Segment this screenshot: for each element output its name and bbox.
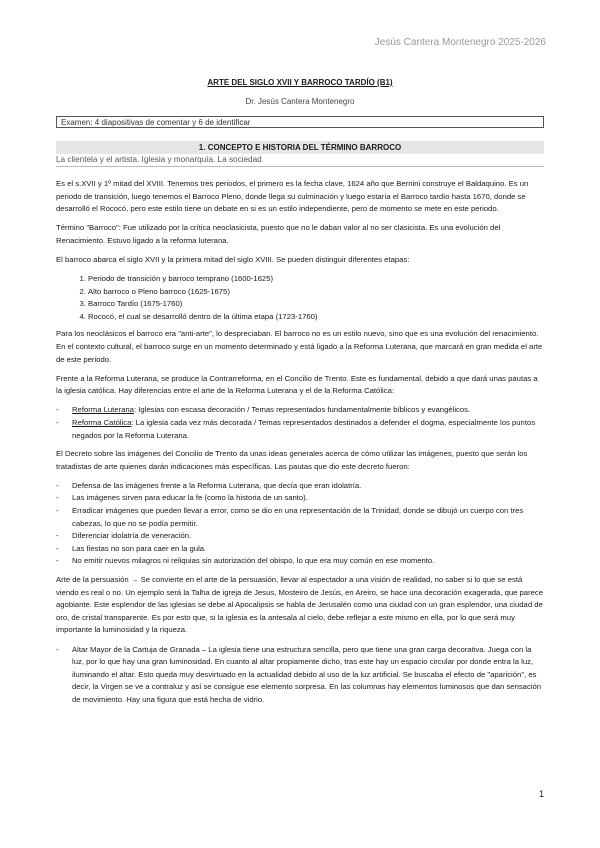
exam-note-box: Examen: 4 diapositivas de comentar y 6 de identificar bbox=[56, 116, 544, 128]
list-item bbox=[56, 404, 544, 417]
paragraph: Frente a la Reforma Luterana, se produce la Contrarreforma, en el Concilio de Trento. Este es fundamental, debido a que dará unas pautas a la iglesia católica. Hay diferencias entre el arte de la Reforma Luterana y el de la Reforma Católica: bbox=[56, 373, 538, 396]
pautas-list bbox=[56, 480, 544, 568]
paragraph: Arte de la persuasión → Se convierte en el arte de la persuasión, llevar al espectador a una visión de realidad, no saber si lo que se está viendo es real o no. Un ejemplo será la Talha de igreja de Jesus, Mosteiro de Jesús, en Areiro, se hace una decoración exagerada, que parece agobiante. Este esplendor de las iglesias se debe al Apocalipsis se habla de Jerusalén como una ciudad con un gran esplendor, una ciudad de oro, de cristal transparente. Es por esto que, si la iglesia es la antesala al cielo, debe reflejar a este mismo en ella, por lo que será muy importante la luminosidad y la riqueza. bbox=[56, 575, 544, 635]
list-item: - Defensa de las imágenes frente a la Reforma Luterana, que decía que eran idolatría. bbox=[56, 480, 544, 493]
page-header: Jesús Cantera Montenegro 2025-2026 bbox=[374, 37, 546, 48]
reformas-list bbox=[56, 404, 544, 442]
list-item: 2. Alto barroco o Pleno barroco (1625-1675) bbox=[88, 286, 544, 299]
document-body bbox=[56, 178, 544, 712]
document-title: ARTE DEL SIGLO XVII Y BARROCO TARDÍO (B1) bbox=[207, 78, 393, 87]
paragraph: El barroco abarca el siglo XVII y la primera mitad del siglo XVIII. Se pueden distinguir diferentes etapas: bbox=[56, 254, 410, 264]
list-item bbox=[56, 417, 544, 442]
periods-list bbox=[56, 273, 544, 323]
list-item: - Altar Mayor de la Cartuja de Granada – La iglesia tiene una estructura sencilla, pero que tiene una gran carga decorativa. Juega con la luz, por lo que hay una gran luminosidad. En cuanto al altar propiamente dicho, tras este hay un espacio circular por donde entra la luz, iluminando el altar. Esto queda muy desvirtuado en la actualidad debido al uso de la luz artificial. Se buscaba el efecto de "aparición", es decir, la Virgen se ve a contraluz y así se consigue ese elemento sorpresa. En las columnas hay elementos luminosos que dan sensación de movimiento. Hay una figura que está hecha de vidrio. bbox=[56, 644, 544, 707]
section-subtitle: La clientela y el artista. Iglesia y monarquía. La sociedad bbox=[56, 155, 544, 167]
document-author: Dr. Jesús Cantera Montenegro bbox=[245, 97, 355, 106]
term-label: Reforma Católica bbox=[72, 418, 132, 427]
list-item: 3. Barroco Tardío (1675-1760) bbox=[88, 298, 544, 311]
list-item: - Las fiestas no son para caer en la gula. bbox=[56, 543, 544, 556]
list-item: - Las imágenes sirven para educar la fe (como la historia de un santo). bbox=[56, 492, 544, 505]
list-item: - No emitir nuevos milagros ni reliquias sin autorización del obispo, lo que era muy común en ese momento. bbox=[56, 555, 544, 568]
term-text: : La iglesia cada vez más decorada / Temas representados destinados a defender el dogma, especialmente los puntos negados por la Reforma Luterana. bbox=[72, 418, 536, 440]
paragraph: Término "Barroco": Fue utilizado por la crítica neoclasicista, puesto que no le daban valor al no ser clasicista. Es una evolución del Renacimiento. Estuvo ligado a la reforma luterana. bbox=[56, 223, 501, 245]
page-number: 1 bbox=[538, 789, 544, 799]
term-label: Reforma Luterana bbox=[72, 405, 134, 415]
list-item: - Diferenciar idolatría de veneración. bbox=[56, 530, 544, 543]
list-item: 4. Rococó, el cual se desarrolló dentro de la última etapa (1723-1760) bbox=[88, 311, 544, 324]
term-text: : Iglesias con escasa decoración / Temas representados fundamentalmente bíblicos y evangélicos. bbox=[133, 405, 471, 415]
examples-list bbox=[56, 644, 544, 707]
paragraph: Para los neoclásicos el barroco era "anti-arte", lo despreciaban. El barroco no es un estilo nuevo, sino que es una evolución del renacimiento. En el contexto cultural, el barroco surge en un momento determinado y está ligado a la Reforma Luterana, que marcará en gran medida el arte de este periodo. bbox=[56, 329, 543, 364]
list-item: 1. Periodo de transición y barroco temprano (1600-1625) bbox=[88, 273, 544, 286]
paragraph: Es el s.XVII y 1º mitad del XVIII. Tenemos tres periodos, el primero es la fecha clave, 1624 año que Bernini construye el Baldaquino. Es un periodo de transición, luego tenemos el Barroco Pleno, donde llega su culminación y luego estaría el Barroco tardío hasta 1670, donde se desarrolló el Rococó, pero este estilo tiene un debate en si es un estilo independiente, pero de momento se mete en este periodo. bbox=[56, 179, 529, 214]
list-item: - Erradicar imágenes que pueden llevar a error, como se dio en una representación de la Trinidad, donde se dibujó un cuerpo con tres cabezas, lo que no se podía permitir. bbox=[56, 505, 544, 530]
section-heading: 1. CONCEPTO E HISTORIA DEL TÉRMINO BARROCO bbox=[56, 141, 544, 154]
paragraph: El Decreto sobre las imágenes del Concilio de Trento da unas ideas generales acerca de cómo utilizar las imágenes, puesto que serán los tratadistas de arte quienes darán indicaciones más específicas. Las pautas que dio este decreto fueron: bbox=[56, 449, 528, 471]
